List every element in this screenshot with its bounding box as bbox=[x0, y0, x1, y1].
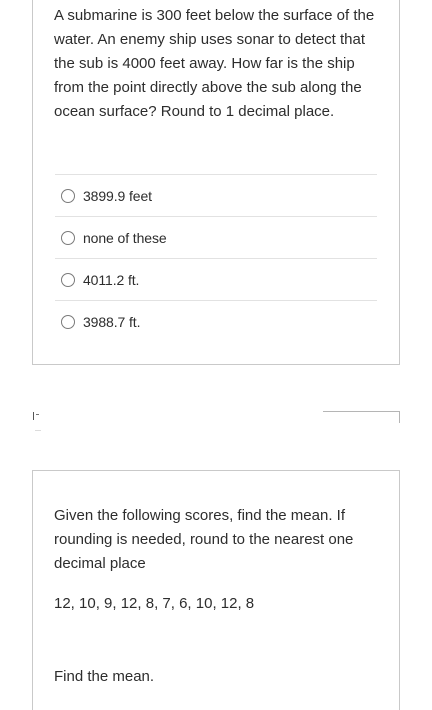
scores-data: 12, 10, 9, 12, 8, 7, 6, 10, 12, 8 bbox=[54, 595, 255, 612]
radio-circle-icon[interactable] bbox=[61, 189, 75, 203]
card-top-edge-fragment bbox=[323, 411, 400, 412]
option-4011-2-ft[interactable] bbox=[55, 258, 377, 301]
question-card-1 bbox=[32, 0, 400, 365]
gap-artifact-dot bbox=[35, 430, 41, 431]
option-3988-7-ft[interactable] bbox=[55, 300, 377, 343]
option-label: 3899.9 feet bbox=[83, 188, 152, 204]
option-label: 4011.2 ft. bbox=[83, 272, 140, 288]
question-2-text: Given the following scores, find the mean. If rounding is needed, round to the nearest one decimal place bbox=[54, 507, 354, 572]
question-1-text: A submarine is 300 feet below the surface of the water. An enemy ship uses sonar to detect that the sub is 4000 feet away. How far is the ship from the point directly above the sub along the ocean surface? Round to 1 decimal place. bbox=[54, 7, 375, 120]
find-mean-prompt: Find the mean. bbox=[54, 668, 155, 685]
radio-circle-icon[interactable] bbox=[61, 315, 75, 329]
option-none-of-these[interactable] bbox=[55, 216, 377, 259]
gap-artifact-tick bbox=[33, 412, 34, 420]
card-corner-fragment bbox=[399, 411, 400, 423]
option-label: none of these bbox=[83, 230, 167, 246]
radio-circle-icon[interactable] bbox=[61, 231, 75, 245]
radio-circle-icon[interactable] bbox=[61, 273, 75, 287]
option-3899-9-feet[interactable] bbox=[55, 174, 377, 217]
option-label: 3988.7 ft. bbox=[83, 314, 141, 330]
gap-artifact-dash bbox=[36, 414, 39, 415]
question-card-2 bbox=[32, 470, 400, 710]
